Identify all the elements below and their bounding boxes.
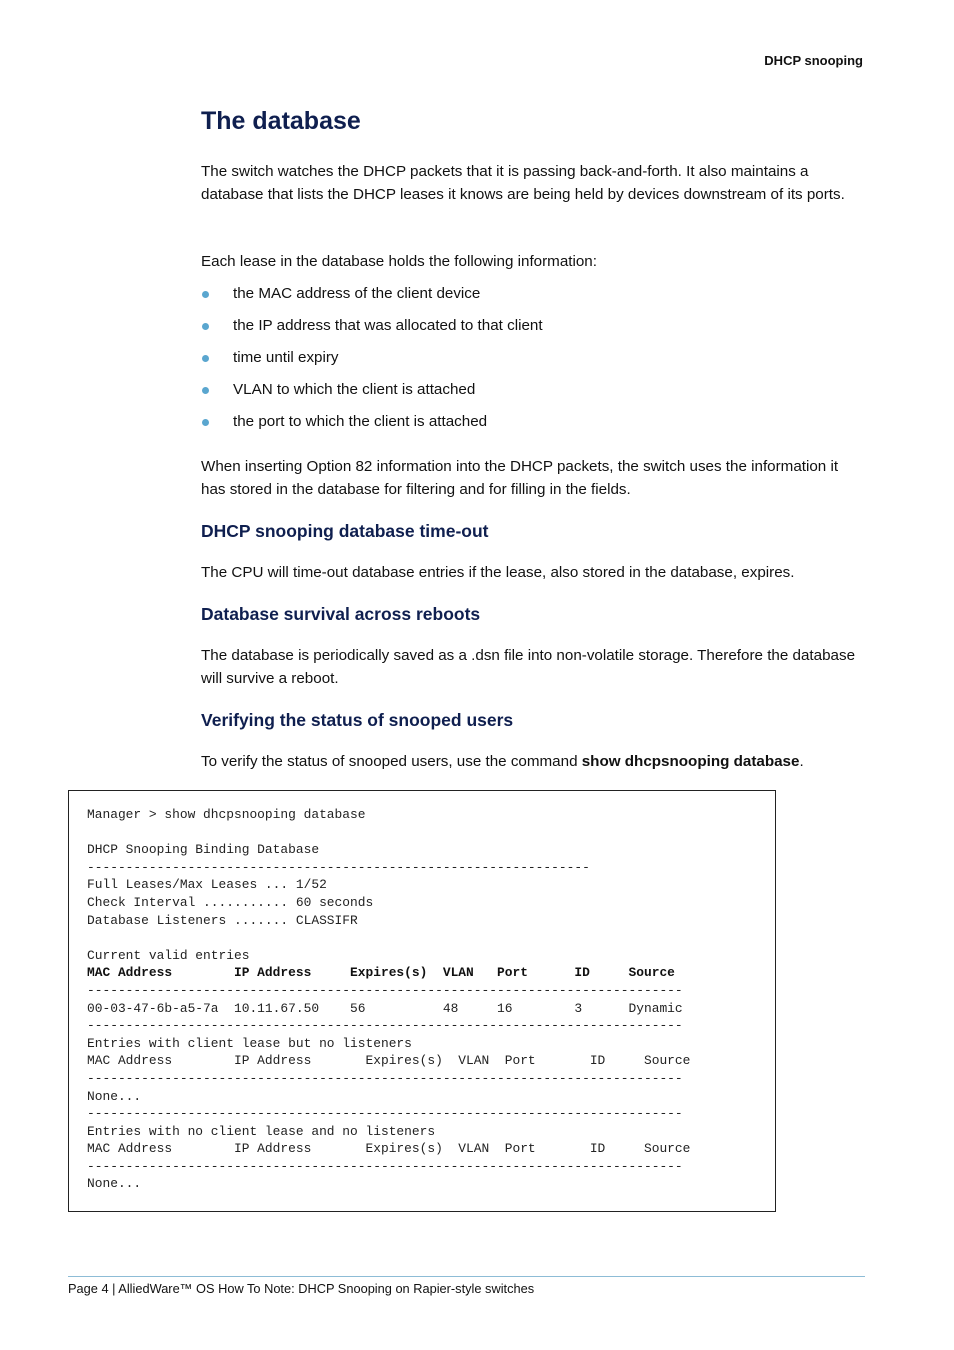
console-rule: ----------------------------------------------------------------- [87,859,590,875]
console-full-leases: Full Leases/Max Leases ... 1/52 [87,877,327,893]
survival-paragraph: The database is periodically saved as a .dsn file into non-volatile storage. Therefore the database will survive a reboot. [201,647,856,687]
bullet-icon [202,419,209,426]
command-name: show dhcpsnooping database [581,753,800,770]
list-item: the IP address that was allocated to that client [201,313,841,345]
console-table-row: 00-03-47-6b-a5-7a 10.11.67.50 56 48 16 3 Dynamic [87,1000,683,1016]
console-output [87,806,690,1193]
heading-survival: Database survival across reboots [201,604,481,624]
page-footer: Page 4 | AlliedWare™ OS How To Note: DHCP Snooping on Rapier-style switches [68,1281,535,1296]
console-rule: ----------------------------------------------------------------------------- [87,1018,683,1034]
page-title: The database [201,107,361,135]
list-item: the port to which the client is attached [201,409,841,441]
console-db-title: DHCP Snooping Binding Database [87,842,320,858]
bullet-icon [202,387,209,394]
console-rule: ----------------------------------------------------------------------------- [87,1158,683,1174]
heading-timeout: DHCP snooping database time-out [201,521,489,541]
console-db-listeners: Database Listeners ....... CLASSIFR [87,912,358,928]
console-none: None... [87,1176,142,1192]
footer-divider [68,1276,865,1277]
lease-info-list [201,281,841,441]
list-item: VLAN to which the client is attached [201,377,841,409]
console-table-header-plain: MAC Address IP Address Expires(s) VLAN Port ID Source [87,1053,691,1069]
console-rule: ----------------------------------------------------------------------------- [87,1070,683,1086]
bullet-icon [202,323,209,330]
option82-paragraph: When inserting Option 82 information into the DHCP packets, the switch uses the information it has stored in the database for filtering and for filling in the fields. [201,458,839,498]
lead-paragraph: Each lease in the database holds the following information: [201,253,597,270]
bullet-icon [202,291,209,298]
console-no-listener-label: Entries with client lease but no listeners [87,1035,412,1051]
console-prompt: Manager > show dhcpsnooping database [87,807,366,822]
console-no-lease-label: Entries with no client lease and no listeners [87,1123,436,1139]
list-item: time until expiry [201,345,841,377]
running-head: DHCP snooping [764,53,863,68]
console-check-interval: Check Interval ........... 60 seconds [87,894,374,910]
console-none: None... [87,1088,142,1104]
console-table-header: MAC Address IP Address Expires(s) VLAN Port ID Source [87,965,675,981]
console-rule: ----------------------------------------------------------------------------- [87,1106,683,1122]
console-output-box [68,790,776,1212]
console-table-header-plain: MAC Address IP Address Expires(s) VLAN Port ID Source [87,1141,691,1157]
timeout-paragraph: The CPU will time-out database entries if the lease, also stored in the database, expires. [201,564,795,581]
list-item: the MAC address of the client device [201,281,841,313]
heading-verify: Verifying the status of snooped users [201,710,514,730]
verify-paragraph: To verify the status of snooped users, use the command show dhcpsnooping database. [201,753,804,770]
bullet-icon [202,355,209,362]
intro-paragraph: The switch watches the DHCP packets that it is passing back-and-forth. It also maintains a database that lists the DHCP leases it knows are being held by devices downstream of its ports. [201,163,845,203]
console-valid-label: Current valid entries [87,947,250,963]
console-rule: ----------------------------------------------------------------------------- [87,982,683,998]
